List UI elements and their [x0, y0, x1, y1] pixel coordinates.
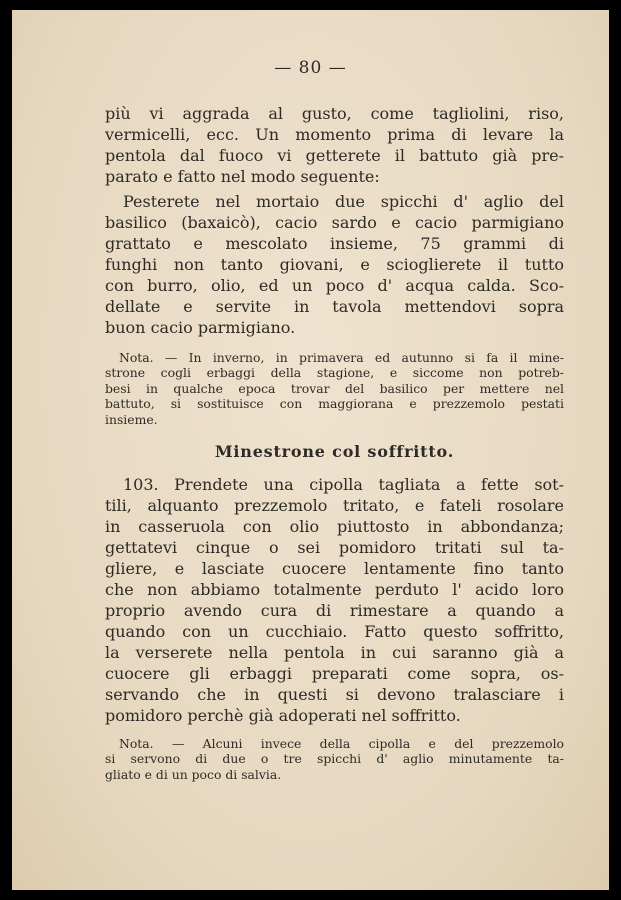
- text-line: grattato e mescolato insieme, 75 grammi di: [105, 234, 564, 253]
- recipe-103-body: [105, 474, 564, 726]
- text-line: gettatevi cinque o sei pomidoro tritati sul ta-: [105, 538, 564, 557]
- text-line: pomidoro perchè già adoperati nel soffritto.: [105, 706, 461, 725]
- text-line: parato e fatto nel modo seguente:: [105, 167, 380, 186]
- note-line: Nota. — Alcuni invece della cipolla e del prezzemolo: [119, 736, 564, 751]
- text-line: dellate e servite in tavola mettendovi sopra: [105, 297, 564, 316]
- note-line: gliato e di un poco di salvia.: [105, 766, 282, 782]
- text-line: vermicelli, ecc. Un momento prima di levare la: [105, 125, 564, 144]
- recipe-title: Minestrone col soffritto.: [214, 442, 455, 461]
- note-line: si servono di due o tre spicchi d' aglio minutamente ta-: [105, 751, 564, 767]
- text-line: cuocere gli erbaggi preparati come sopra, os-: [105, 664, 564, 683]
- text-line: basilico (baxaicò), cacio sardo e cacio parmigiano: [105, 213, 564, 232]
- text-line: più vi aggrada al gusto, come tagliolini, riso,: [105, 104, 564, 123]
- book-page: [12, 10, 609, 890]
- text-line: proprio avendo cura di rimestare a quando a: [105, 601, 564, 620]
- note-line: Nota. — In inverno, in primavera ed autunno si fa il mine-: [119, 350, 564, 365]
- text-line: buon cacio parmigiano.: [105, 318, 296, 337]
- text-line: che non abbiamo totalmente perduto l' acido loro: [105, 580, 564, 599]
- note-winter: [105, 350, 564, 427]
- note-line: battuto, si sostituisce con maggiorana e prezzemolo pestati: [105, 396, 564, 412]
- text-line: gliere, e lasciate cuocere lentamente fino tanto: [105, 559, 564, 578]
- paragraph-battuto: [105, 191, 564, 338]
- note-line: strone cogli erbaggi della stagione, e siccome non potreb-: [105, 365, 564, 381]
- text-line: funghi non tanto giovani, e scioglierete il tutto: [105, 255, 564, 274]
- text-line: in casseruola con olio piuttosto in abbondanza;: [105, 517, 564, 536]
- text-line: quando con un cucchiaio. Fatto questo soffritto,: [105, 622, 564, 641]
- note-line: insieme.: [105, 411, 158, 427]
- text-line: tili, alquanto prezzemolo tritato, e fateli rosolare: [105, 496, 564, 515]
- page-number: — 80 —: [274, 58, 347, 78]
- note-variation: [105, 736, 564, 782]
- paragraph-continued: [105, 103, 564, 187]
- text-line: pentola dal fuoco vi getterete il battuto già pre-: [105, 146, 564, 165]
- text-line: servando che in questi si devono tralasciare i: [105, 685, 564, 704]
- note-line: besi in qualche epoca trovar del basilico per mettere nel: [105, 380, 564, 396]
- text-line: Pesterete nel mortaio due spicchi d' aglio del: [123, 192, 564, 211]
- text-line: con burro, olio, ed un poco d' acqua calda. Sco-: [105, 276, 564, 295]
- text-line: 103. Prendete una cipolla tagliata a fette sot-: [123, 475, 564, 494]
- text-line: la verserete nella pentola in cui saranno già a: [105, 643, 564, 662]
